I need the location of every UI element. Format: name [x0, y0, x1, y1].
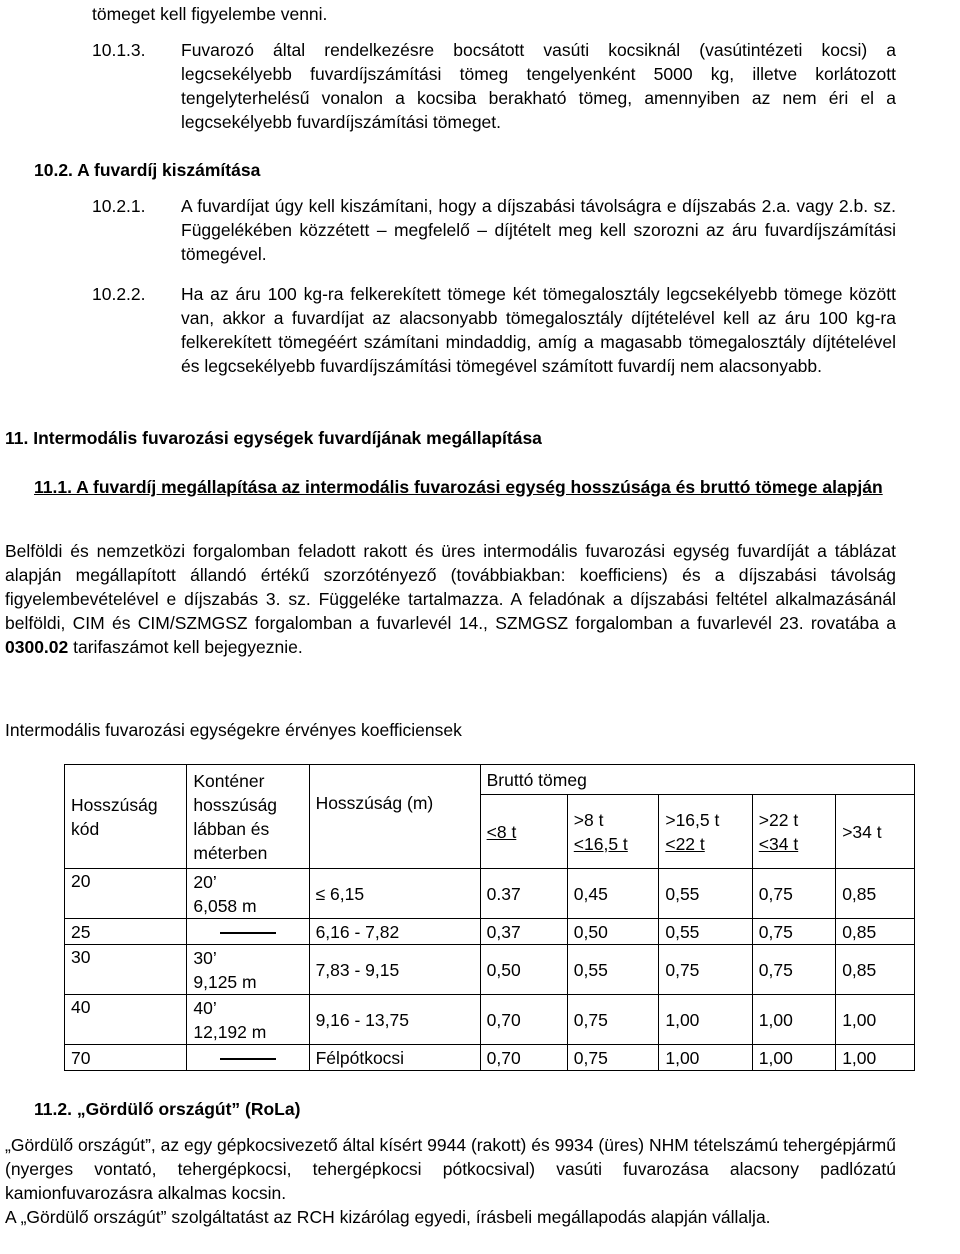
cell-feet-empty	[187, 1045, 309, 1071]
dash-mark	[220, 932, 276, 934]
table-header-row	[65, 765, 915, 795]
section-text: Ha az áru 100 kg-ra felkerekített tömege két tömegalosztály legcsekélyebb tömege között van, akkor a fuvardíjat az alacsonyabb tömegalosztály díjtételével kell az áru 100 kg-ra felkerekített tömegéért számítani mindaddig, amíg a magasabb tömegalosztály díjtételével és legcsekélyebb fuvardíjszámítási tömegével számított fuvardíj nem alacsonyabb.	[181, 284, 896, 376]
paragraph-text: Belföldi és nemzetközi forgalomban feladott rakott és üres intermodális fuvarozási egység fuvardíját a táblázat alapján megállapított állandó értékű szorzótényező (továbbiakban: koefficiens) és a díjszabási távolság figyelembevételével e díjszabás 3. sz. Függeléke tartalmazza. A feladónak a díjszabási feltétel alkalmazásánál belföldi, CIM és CIM/SZMGSZ forgalomban a fuvarlevél 14., SZMGSZ forgalomban a fuvarlevél 23. rovatába a	[5, 541, 896, 633]
cell-code: 40	[65, 995, 187, 1045]
coefficient-table	[64, 764, 915, 1071]
cell-value: 1,00	[752, 1045, 835, 1071]
top-line: tömeget kell figyelembe venni.	[92, 4, 328, 24]
cell-value: 0,50	[567, 919, 659, 945]
cell-value: 0,55	[659, 869, 752, 919]
cell-value: 0,75	[567, 995, 659, 1045]
weight-class-5: >34 t	[836, 795, 915, 869]
cell-feet: 20’ 6,058 m	[187, 869, 309, 919]
weight-class-3: >16,5 t <22 t	[659, 795, 752, 869]
cell-value: 0,50	[480, 945, 567, 995]
cell-value: 0.37	[480, 869, 567, 919]
cell-value: 0,55	[659, 919, 752, 945]
cell-value: 1,00	[659, 995, 752, 1045]
cell-value: 0,75	[752, 869, 835, 919]
header-length-m: Hosszúság (m)	[309, 765, 480, 869]
cell-length: 6,16 - 7,82	[309, 919, 480, 945]
table-row	[65, 945, 915, 995]
cell-code: 30	[65, 945, 187, 995]
cell-code: 25	[65, 919, 187, 945]
cell-feet: 40’ 12,192 m	[187, 995, 309, 1045]
cell-value: 1,00	[752, 995, 835, 1045]
heading-11-1	[34, 475, 896, 499]
cell-value: 0,75	[659, 945, 752, 995]
cell-value: 0,75	[752, 919, 835, 945]
cell-value: 0,45	[567, 869, 659, 919]
weight-class-4: >22 t <34 t	[752, 795, 835, 869]
table-row	[65, 919, 915, 945]
paragraph-11-2-a: „Gördülő országút”, az egy gépkocsivezető által kísért 9944 (rakott) és 9934 (üres) NHM tételszámú tehergépjármű (nyerges vontató, tehergépkocsi, tehergépkocsi pótkocsival) vasúti fuvarozása alacsony padlózatú kamionfuvarozásra alkalmas kocsin.	[5, 1135, 896, 1203]
weight-class-2: >8 t <16,5 t	[567, 795, 659, 869]
cell-value: 1,00	[659, 1045, 752, 1071]
dash-mark	[220, 1058, 276, 1060]
cell-length: 7,83 - 9,15	[309, 945, 480, 995]
paragraph-11-1	[5, 539, 896, 659]
cell-length: ≤ 6,15	[309, 869, 480, 919]
cell-code: 70	[65, 1045, 187, 1071]
cell-value: 0,55	[567, 945, 659, 995]
section-number: 10.2.2.	[92, 284, 146, 304]
cell-value: 0,70	[480, 995, 567, 1045]
weight-class-1: <8 t	[480, 795, 567, 869]
heading-11-2: 11.2. „Gördülő országút” (RoLa)	[34, 1099, 301, 1119]
table-row	[65, 869, 915, 919]
tariff-number: 0300.02	[5, 637, 69, 657]
header-length-code: Hosszúság kód	[65, 765, 187, 869]
heading-10-2: 10.2. A fuvardíj kiszámítása	[34, 160, 261, 180]
cell-value: 0,37	[480, 919, 567, 945]
header-container-length: Konténer hosszúság lábban és méterben	[187, 765, 309, 869]
section-number: 10.2.1.	[92, 196, 146, 216]
cell-value: 1,00	[836, 995, 915, 1045]
cell-code: 20	[65, 869, 187, 919]
table-row	[65, 995, 915, 1045]
section-text: A fuvardíjat úgy kell kiszámítani, hogy a díjszabási távolságra e díjszabás 2.a. vagy 2.b. sz. Függelékében közzétett – megfelelő – díjtételt meg kell szorozni az áru fuvardíjszámítási tömegével.	[181, 196, 896, 264]
cell-value: 0,85	[836, 919, 915, 945]
heading-11-1-text: 11.1. A fuvardíj megállapítása az intermodális fuvarozási egység hosszúsága és bruttó tömege alapján	[34, 477, 883, 497]
table-caption: Intermodális fuvarozási egységekre érvényes koefficiensek	[5, 720, 462, 740]
cell-value: 0,75	[567, 1045, 659, 1071]
cell-feet: 30’ 9,125 m	[187, 945, 309, 995]
section-number: 10.1.3.	[92, 40, 146, 60]
cell-value: 0,85	[836, 945, 915, 995]
cell-feet-empty	[187, 919, 309, 945]
cell-length: 9,16 - 13,75	[309, 995, 480, 1045]
cell-length: Félpótkocsi	[309, 1045, 480, 1071]
paragraph-text: tarifaszámot kell bejegyeznie.	[68, 637, 303, 657]
cell-value: 0,75	[752, 945, 835, 995]
section-text: Fuvarozó által rendelkezésre bocsátott vasúti kocsiknál (vasútintézeti kocsi) a legcsekélyebb fuvardíjszámítási tömeg tengelyenként 5000 kg, illetve korlátozott tengelyterhelésű vonalon a kocsiba berakható tömeg, amennyiben az nem éri el a legcsekélyebb fuvardíjszámítási tömeget.	[181, 40, 896, 132]
header-gross-weight: Bruttó tömeg	[480, 765, 914, 795]
heading-11: 11. Intermodális fuvarozási egységek fuvardíjának megállapítása	[5, 428, 542, 448]
cell-value: 0,70	[480, 1045, 567, 1071]
table-row	[65, 1045, 915, 1071]
cell-value: 1,00	[836, 1045, 915, 1071]
paragraph-11-2-b: A „Gördülő országút” szolgáltatást az RCH kizárólag egyedi, írásbeli megállapodás alapján vállalja.	[5, 1207, 771, 1227]
cell-value: 0,85	[836, 869, 915, 919]
